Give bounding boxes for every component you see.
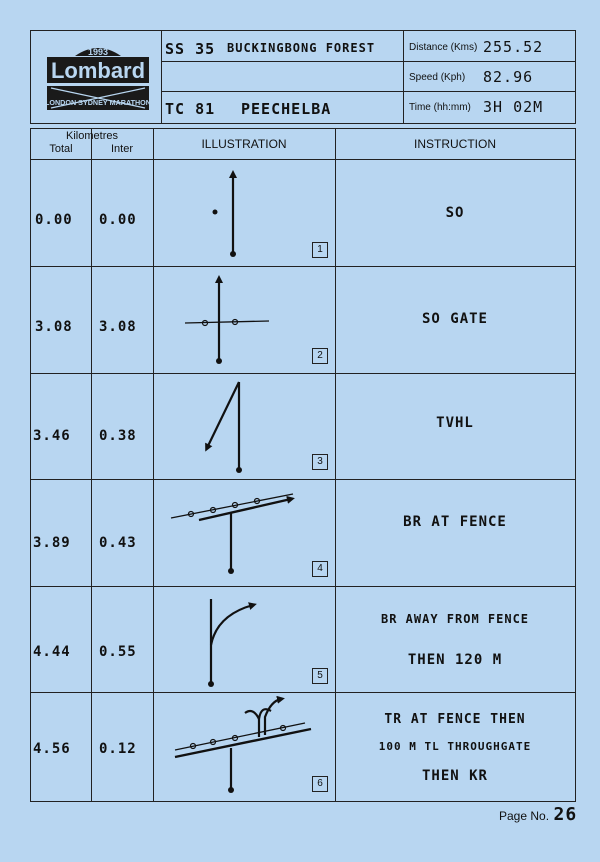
row1-illustration	[153, 160, 335, 266]
inter-header: Inter	[110, 143, 133, 155]
lombard-logo	[45, 42, 151, 112]
distance-label: Distance (Kms)	[409, 42, 478, 53]
row5-illustration	[153, 587, 335, 692]
logo-year: 1993	[87, 47, 109, 57]
kilometres-header: Kilometres	[66, 130, 118, 142]
row6-inter: 0.12	[99, 741, 137, 757]
page-number-label: Page No.	[499, 809, 550, 823]
row1-step: 1	[312, 242, 328, 258]
illustration-header: ILLUSTRATION	[201, 137, 287, 151]
row6-instruction-line2: 100 M TL THROUGHGATE	[378, 740, 532, 753]
row2-inter: 3.08	[99, 319, 137, 335]
speed-label: Speed (Kph)	[409, 72, 466, 83]
route-table	[30, 128, 576, 802]
page-number-block	[499, 804, 577, 825]
lombard-logo-graphic	[45, 42, 151, 112]
row4-step: 4	[312, 561, 328, 577]
row1-instruction: SO	[445, 205, 465, 221]
instruction-header: INSTRUCTION	[414, 137, 496, 151]
row1-total: 0.00	[35, 212, 73, 228]
time-value: 3H 02M	[483, 98, 544, 116]
time-label: Time (hh:mm)	[409, 102, 471, 113]
row5-inter: 0.55	[99, 644, 137, 660]
row3-instruction: TVHL	[436, 415, 474, 431]
total-header: Total	[49, 143, 73, 155]
row3-step: 3	[312, 454, 328, 470]
control-code: TC 81	[165, 100, 216, 118]
row2-step: 2	[312, 348, 328, 364]
stage-name: BUCKINGBONG FOREST	[227, 41, 376, 55]
route-header	[30, 30, 576, 124]
row2-instruction: SO GATE	[421, 311, 488, 327]
row5-step: 5	[312, 668, 328, 684]
row5-instruction-line1: BR AWAY FROM FENCE	[380, 612, 530, 626]
row5-instruction-line2: THEN 120 M	[407, 652, 503, 668]
row6-step: 6	[312, 776, 328, 792]
row4-illustration	[153, 480, 335, 586]
row6-instruction-line3: THEN KR	[421, 768, 488, 784]
logo-brand: Lombard	[50, 58, 146, 83]
row4-total: 3.89	[33, 535, 71, 551]
logo-subtitle: LONDON SYDNEY MARATHON	[45, 98, 151, 107]
row3-illustration	[153, 374, 335, 479]
row4-instruction: BR AT FENCE	[403, 514, 507, 530]
row4-inter: 0.43	[99, 535, 137, 551]
page-number-value: 26	[553, 804, 578, 825]
row3-total: 3.46	[33, 428, 71, 444]
row5-total: 4.44	[33, 644, 71, 660]
row3-inter: 0.38	[99, 428, 137, 444]
control-name: PEECHELBA	[241, 100, 332, 118]
row1-inter: 0.00	[99, 212, 137, 228]
row2-illustration	[153, 267, 335, 373]
row6-instruction-line1: TR AT FENCE THEN	[384, 712, 526, 727]
speed-value: 82.96	[483, 68, 534, 86]
row6-total: 4.56	[33, 741, 71, 757]
distance-value: 255.52	[483, 38, 544, 56]
row2-total: 3.08	[35, 319, 73, 335]
row6-illustration	[153, 693, 335, 801]
stage-code: SS 35	[165, 40, 216, 58]
